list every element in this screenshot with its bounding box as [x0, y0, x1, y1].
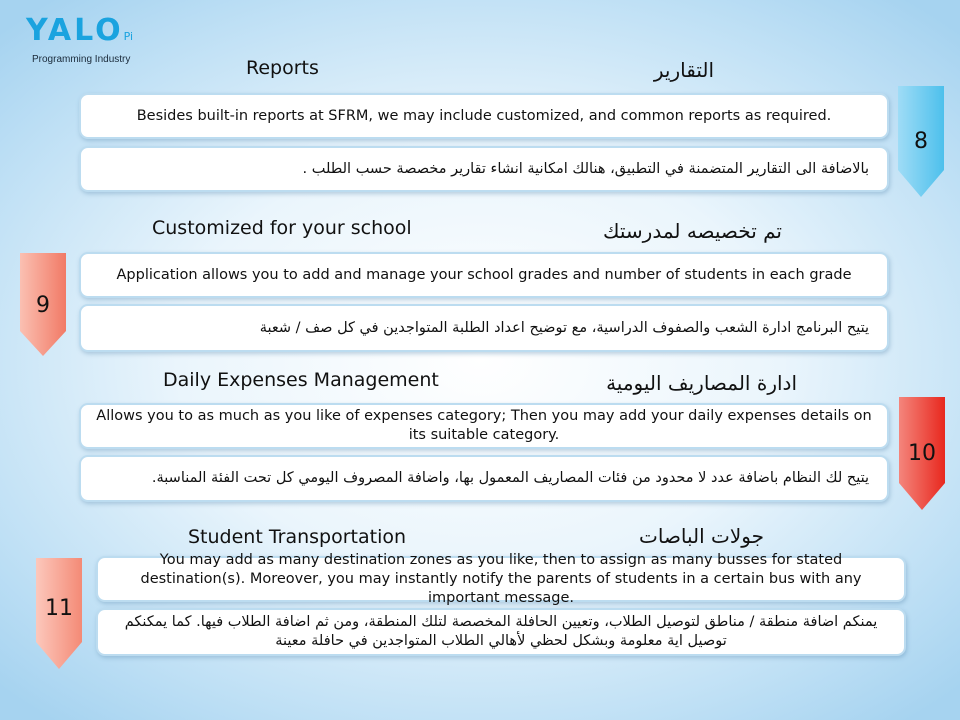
logo-pi: Pi	[123, 30, 134, 43]
section-9-arrow-badge	[19, 253, 67, 357]
school-heading-en: Customized for your school	[152, 217, 412, 239]
expenses-heading-en: Daily Expenses Management	[163, 369, 439, 391]
section-10-arrow-badge	[898, 397, 946, 511]
reports-heading-ar: التقارير	[653, 58, 714, 82]
expenses-heading-ar: ادارة المصاريف اليومية	[606, 371, 797, 395]
section-9-number: 9	[36, 293, 50, 318]
logo-wordmark: YALO	[26, 13, 124, 48]
school-text-ar: يتيح البرنامج ادارة الشعب والصفوف الدراسية، مع توضيح اعداد الطلبة المتواجدين في كل صف / شعبة	[79, 304, 889, 352]
school-text-en: Application allows you to add and manage your school grades and number of students in each grade	[79, 252, 889, 298]
section-11-number: 11	[45, 596, 73, 621]
transport-text-en: You may add as many destination zones as you like, then to assign as many busses for stated destination(s). Moreover, you may instantly notify the parents of students in a certain bus with any important message.	[96, 556, 906, 602]
reports-heading-en: Reports	[246, 57, 319, 79]
reports-text-en: Besides built-in reports at SFRM, we may include customized, and common reports as required.	[79, 93, 889, 139]
transport-text-ar: يمنكم اضافة منطقة / مناطق لتوصيل الطلاب، وتعيين الحافلة المخصصة لتلك المنطقة، ومن ثم اضافة الطلاب فيها. كما يمكنكم توصيل اية معلومة وبشكل لحظي لأهالي الطلاب المتواجدين في حافلة معينة	[96, 608, 906, 656]
expenses-text-ar: يتيح لك النظام باضافة عدد لا محدود من فئات المصاريف المعمول بها، واضافة المصروف اليومي كل تحت الفئة المناسبة.	[79, 455, 889, 502]
logo-tagline: Programming Industry	[32, 54, 131, 65]
transport-heading-en: Student Transportation	[188, 526, 407, 548]
section-8-arrow-badge	[897, 86, 945, 198]
section-8-number: 8	[914, 129, 928, 154]
section-10-number: 10	[908, 441, 936, 466]
section-11-arrow-badge	[35, 558, 83, 670]
school-heading-ar: تم تخصيصه لمدرستك	[603, 219, 782, 243]
reports-text-ar: بالاضافة الى التقارير المتضمنة في التطبيق، هنالك امكانية انشاء تقارير مخصصة حسب الطلب .	[79, 146, 889, 192]
transport-heading-ar: جولات الباصات	[639, 524, 764, 548]
company-logo	[26, 13, 134, 65]
expenses-text-en: Allows you to as much as you like of expenses category; Then you may add your daily expenses details on its suitable category.	[79, 403, 889, 449]
